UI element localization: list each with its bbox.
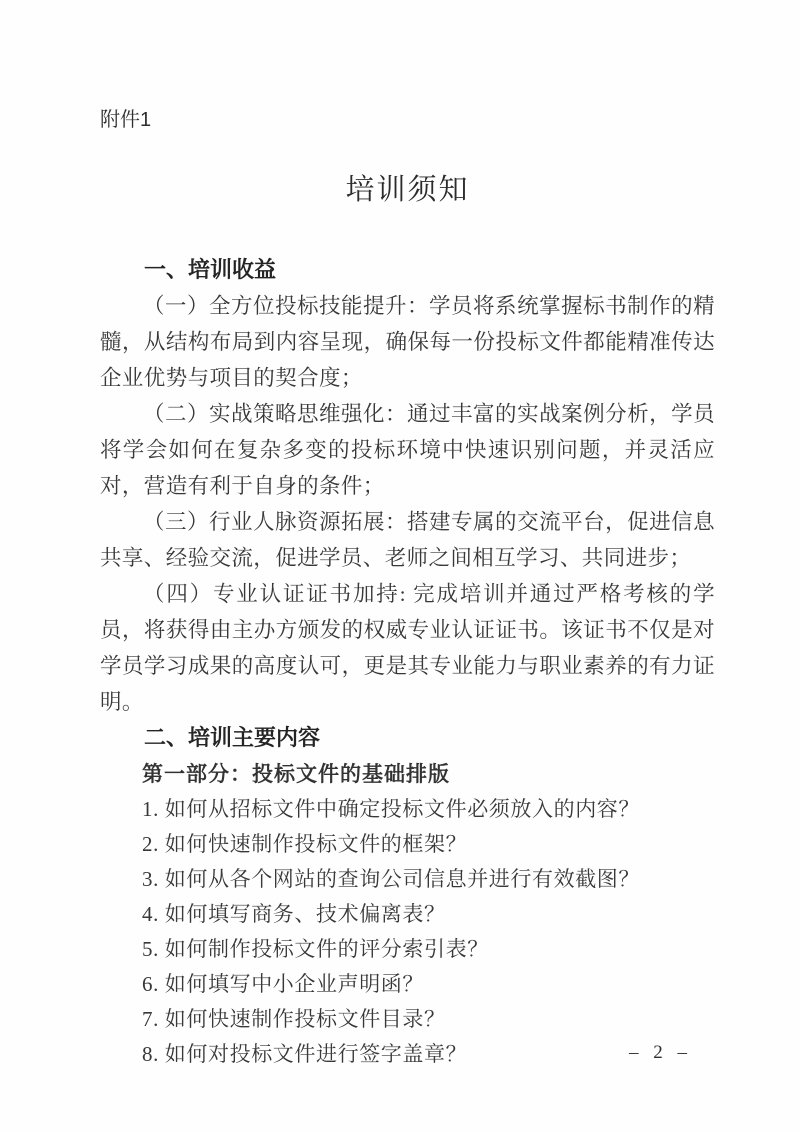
page-number: – 2 –	[629, 1042, 692, 1063]
section-heading-content: 二、培训主要内容	[144, 725, 321, 750]
question-item-3: 3. 如何从各个网站的查询公司信息并进行有效截图？	[142, 867, 640, 891]
page-title: 培训须知	[345, 174, 470, 206]
question-item-5: 5. 如何制作投标文件的评分索引表？	[142, 937, 489, 961]
part-title: 第一部分：投标文件的基础排版	[142, 762, 450, 786]
question-item-8: 8. 如何对投标文件进行签字盖章？	[142, 1042, 468, 1066]
section-heading-benefits: 一、培训收益	[144, 257, 277, 282]
benefit-paragraph-2: （二）实战策略思维强化：通过丰富的实战案例分析，学员将学会如何在复杂多变的投标环境中快速识别问题，并灵活应对，营造有利于自身的条件；	[100, 402, 715, 498]
question-item-4: 4. 如何填写商务、技术偏离表？	[142, 902, 446, 926]
benefit-paragraph-1: （一）全方位投标技能提升：学员将系统掌握标书制作的精髓，从结构布局到内容呈现，确保每一份投标文件都能精准传达企业优势与项目的契合度；	[100, 294, 715, 390]
benefit-paragraph-3: （三）行业人脉资源拓展：搭建专属的交流平台，促进信息共享、经验交流，促进学员、老师之间相互学习、共同进步；	[100, 510, 715, 570]
benefit-paragraph-4: （四）专业认证证书加持: 完成培训并通过严格考核的学员，将获得由主办方颁发的权威专业认证证书。该证书不仅是对学员学习成果的高度认可，更是其专业能力与职业素养的有力证明。	[100, 582, 715, 714]
question-list	[100, 792, 715, 1072]
question-item-2: 2. 如何快速制作投标文件的框架？	[142, 832, 468, 856]
question-item-7: 7. 如何快速制作投标文件目录？	[142, 1007, 446, 1031]
question-item-6: 6. 如何填写中小企业声明函？	[142, 972, 424, 996]
question-item-1: 1. 如何从招标文件中确定投标文件必须放入的内容？	[142, 797, 640, 821]
attachment-label: 附件1	[100, 109, 152, 131]
